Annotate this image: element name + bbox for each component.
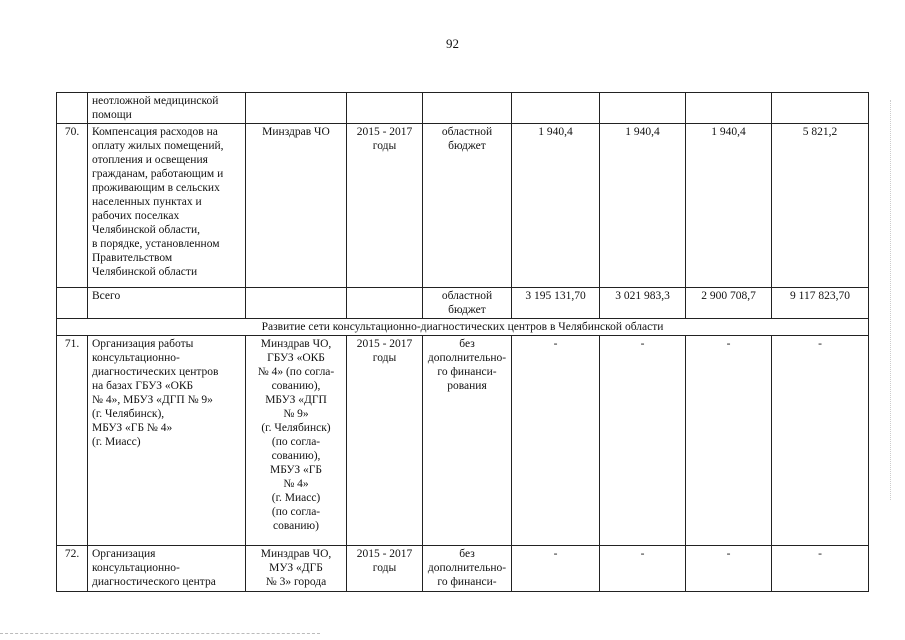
text-line: (г. Челябинск), bbox=[92, 408, 165, 420]
cell-value-2017: 1 940,4 bbox=[686, 124, 772, 288]
text-line: неотложной медицинской bbox=[92, 95, 219, 107]
cell-value-2017: - bbox=[686, 546, 772, 592]
text-line: бюджет bbox=[448, 304, 486, 316]
text-line: № 3» города bbox=[265, 576, 327, 588]
text-line: 2015 - 2017 bbox=[356, 126, 413, 138]
text-line: Организация bbox=[92, 548, 156, 560]
text-line: (по согла- bbox=[271, 506, 321, 518]
cell-period bbox=[347, 336, 423, 546]
cell-executor: Минздрав ЧО bbox=[246, 124, 347, 288]
cell-value-2017: 2 900 708,7 bbox=[686, 288, 772, 319]
text-line: Челябинской области bbox=[92, 266, 198, 278]
text-line: МБУЗ «ДГП bbox=[265, 394, 327, 406]
table-section-header bbox=[57, 319, 869, 336]
text-line: диагностического центра bbox=[92, 576, 216, 588]
program-table bbox=[56, 92, 869, 592]
cell-value-2016: 3 021 983,3 bbox=[600, 288, 686, 319]
cell-value-2016: - bbox=[600, 336, 686, 546]
section-title: Развитие сети консультационно-диагностических центров в Челябинской области bbox=[57, 319, 869, 336]
cell-num: 71. bbox=[57, 336, 88, 546]
table-row-total bbox=[57, 288, 869, 319]
text-line: дополнительно- bbox=[427, 562, 507, 574]
text-line: в порядке, установленном bbox=[92, 238, 220, 250]
text-line: сованию), bbox=[271, 380, 321, 392]
table-row-70 bbox=[57, 124, 869, 288]
text-line: годы bbox=[372, 140, 397, 152]
text-line: без bbox=[459, 548, 475, 560]
text-line: без bbox=[459, 338, 475, 350]
cell-value-total: 5 821,2 bbox=[772, 124, 869, 288]
cell-value-2015: 1 940,4 bbox=[512, 124, 600, 288]
cell-num: 70. bbox=[57, 124, 88, 288]
cell-value-total: 9 117 823,70 bbox=[772, 288, 869, 319]
text-line: годы bbox=[372, 352, 397, 364]
cell-period bbox=[347, 288, 423, 319]
text-line: ГБУЗ «ОКБ bbox=[267, 352, 325, 364]
text-line: оплату жилых помещений, bbox=[92, 140, 224, 152]
cell-source bbox=[423, 546, 512, 592]
cell-value-2017: - bbox=[686, 336, 772, 546]
text-line: консультационно- bbox=[92, 562, 180, 574]
cell-executor bbox=[246, 546, 347, 592]
text-line: на базах ГБУЗ «ОКБ bbox=[92, 380, 194, 392]
cell-name bbox=[88, 336, 246, 546]
cell-name: Всего bbox=[88, 288, 246, 319]
text-line: отопления и освещения bbox=[92, 154, 208, 166]
cell-value-2016: - bbox=[600, 546, 686, 592]
text-line: областной bbox=[441, 290, 493, 302]
cell-name bbox=[88, 546, 246, 592]
cell-value-2016: 1 940,4 bbox=[600, 124, 686, 288]
text-line: (г. Миасс) bbox=[271, 492, 321, 504]
cell-period bbox=[347, 93, 423, 124]
text-line: (по согла- bbox=[271, 436, 321, 448]
cell-source bbox=[423, 336, 512, 546]
text-line: годы bbox=[372, 562, 397, 574]
scan-side-marks bbox=[888, 100, 891, 500]
cell-period bbox=[347, 124, 423, 288]
cell-period bbox=[347, 546, 423, 592]
cell-value-2016 bbox=[600, 93, 686, 124]
text-line: консультационно- bbox=[92, 352, 180, 364]
cell-source bbox=[423, 124, 512, 288]
cell-value-2015: - bbox=[512, 336, 600, 546]
text-line: Челябинской области, bbox=[92, 224, 200, 236]
text-line: Минздрав ЧО, bbox=[260, 548, 332, 560]
text-line: областной bbox=[441, 126, 493, 138]
text-line: 2015 - 2017 bbox=[356, 338, 413, 350]
text-line: № 9» bbox=[283, 408, 309, 420]
cell-num bbox=[57, 288, 88, 319]
cell-name bbox=[88, 93, 246, 124]
text-line: Организация работы bbox=[92, 338, 194, 350]
text-line: го финанси- bbox=[437, 576, 497, 588]
cell-value-2015 bbox=[512, 93, 600, 124]
cell-num bbox=[57, 93, 88, 124]
cell-executor bbox=[246, 288, 347, 319]
cell-value-2015: - bbox=[512, 546, 600, 592]
text-line: рабочих поселках bbox=[92, 210, 180, 222]
cell-num: 72. bbox=[57, 546, 88, 592]
text-line: № 4», МБУЗ «ДГП № 9» bbox=[92, 394, 213, 406]
text-line: бюджет bbox=[448, 140, 486, 152]
text-line: сованию) bbox=[273, 520, 319, 532]
table-row-continuation bbox=[57, 93, 869, 124]
text-line: рования bbox=[447, 380, 487, 392]
text-line: МБУЗ «ГБ bbox=[269, 464, 323, 476]
text-line: (г. Миасс) bbox=[92, 436, 141, 448]
cell-value-total bbox=[772, 93, 869, 124]
text-line: го финанси- bbox=[437, 366, 497, 378]
page-number: 92 bbox=[446, 36, 459, 51]
text-line: дополнительно- bbox=[427, 352, 507, 364]
text-line: Компенсация расходов на bbox=[92, 126, 218, 138]
scan-edge-line bbox=[0, 633, 320, 634]
cell-source bbox=[423, 288, 512, 319]
table-row-72 bbox=[57, 546, 869, 592]
text-line: Правительством bbox=[92, 252, 173, 264]
cell-name bbox=[88, 124, 246, 288]
text-line: (г. Челябинск) bbox=[261, 422, 331, 434]
text-line: № 4» (по согла- bbox=[257, 366, 335, 378]
text-line: населенных пунктах и bbox=[92, 196, 202, 208]
cell-value-2017 bbox=[686, 93, 772, 124]
text-line: Минздрав ЧО, bbox=[260, 338, 332, 350]
text-line: помощи bbox=[92, 109, 132, 121]
cell-value-2015: 3 195 131,70 bbox=[512, 288, 600, 319]
text-line: № 4» bbox=[283, 478, 309, 490]
text-line: диагностических центров bbox=[92, 366, 219, 378]
table-row-71 bbox=[57, 336, 869, 546]
text-line: гражданам, работающим и bbox=[92, 168, 224, 180]
cell-source bbox=[423, 93, 512, 124]
cell-value-total: - bbox=[772, 546, 869, 592]
cell-executor bbox=[246, 93, 347, 124]
text-line: МУЗ «ДГБ bbox=[269, 562, 323, 574]
cell-value-total: - bbox=[772, 336, 869, 546]
text-line: 2015 - 2017 bbox=[356, 548, 413, 560]
text-line: сованию), bbox=[271, 450, 321, 462]
text-line: МБУЗ «ГБ № 4» bbox=[92, 422, 173, 434]
cell-executor bbox=[246, 336, 347, 546]
text-line: проживающим в сельских bbox=[92, 182, 220, 194]
